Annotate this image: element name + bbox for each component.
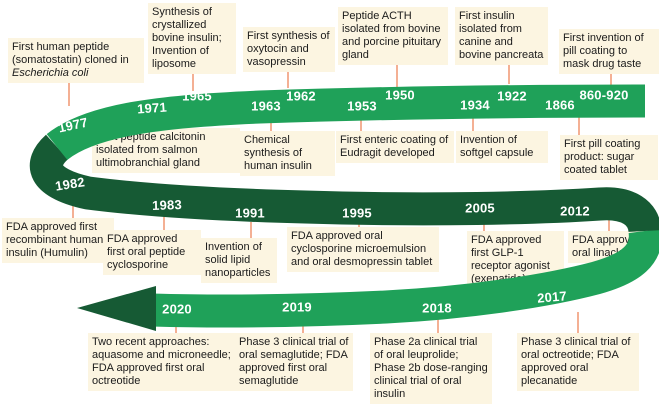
year-1971: 1971 xyxy=(136,99,168,117)
year-1977: 1977 xyxy=(56,114,90,136)
event-box-1991 xyxy=(201,238,277,283)
timeline-arrowhead xyxy=(77,286,156,331)
event-box-1965 xyxy=(148,3,236,74)
event-text: FDA approved first GLP-1 receptor agonist (exenatide) xyxy=(471,234,550,285)
event-box-860-920 xyxy=(559,29,659,74)
event-box-1971 xyxy=(92,128,240,173)
event-text: Two recent approaches: aquasome and microneedle; FDA approved first oral octreotide xyxy=(92,336,231,387)
event-box-2005 xyxy=(467,231,564,289)
event-text: Invention of solid lipid nanoparticles xyxy=(205,241,271,279)
event-text: First synthesis of oxytocin and vasopressin xyxy=(247,30,330,68)
event-box-2012 xyxy=(568,231,648,263)
year-1991: 1991 xyxy=(235,205,265,221)
year-1866: 1866 xyxy=(545,97,575,113)
event-text: FDA approved first oral peptide cyclosporine xyxy=(107,233,186,271)
year-2019: 2019 xyxy=(282,299,312,315)
event-text: First peptide calcitonin isolated from salmon ultimobranchial gland xyxy=(96,131,206,169)
event-text: FDA approved first recombinant human insulin (Humulin) xyxy=(6,221,104,259)
year-1953: 1953 xyxy=(347,98,377,114)
year-1983: 1983 xyxy=(151,196,183,214)
event-text: Invention of softgel capsule xyxy=(460,134,534,159)
event-text: Peptide ACTH isolated from bovine and porcine pituitary gland xyxy=(342,10,442,61)
event-text: FDA approved oral cyclosporine microemulsion and oral desmopressin tablet xyxy=(291,230,433,268)
event-text: FDA approved oral linaclotide xyxy=(572,234,643,259)
event-text: Phase 3 clinical trial of oral semaglutide; FDA approved first oral semaglutide xyxy=(239,336,349,387)
event-text: Phase 2a clinical trial of oral leuprolide; Phase 2b dose-ranging clinical trial of oral insulin xyxy=(374,336,488,400)
event-text: First insulin isolated from canine and bovine pancreata xyxy=(459,10,544,61)
year-1950: 1950 xyxy=(385,87,415,103)
event-box-1995 xyxy=(287,227,439,272)
event-box-1953 xyxy=(336,131,454,163)
event-box-1983 xyxy=(103,230,201,275)
year-2005: 2005 xyxy=(465,200,495,216)
year-1965: 1965 xyxy=(182,88,212,104)
event-text: First human peptide (somatostatin) cloned in xyxy=(12,41,129,66)
event-box-1977 xyxy=(8,38,144,83)
year-1934: 1934 xyxy=(460,97,490,113)
event-box-1866 xyxy=(560,135,658,180)
event-box-1962 xyxy=(243,27,335,72)
year-860-920: 860-920 xyxy=(579,87,629,103)
event-box-1982 xyxy=(2,218,114,263)
event-text: Phase 3 clinical trial of oral octreotide; FDA approved oral plecanatide xyxy=(521,336,631,387)
year-2012: 2012 xyxy=(560,203,590,219)
event-text: First pill coating product: sugar coated tablet xyxy=(564,138,641,176)
year-1962: 1962 xyxy=(286,88,316,104)
event-box-1922 xyxy=(455,7,548,65)
event-box-1934 xyxy=(456,131,548,163)
event-box-2017 xyxy=(517,333,639,391)
event-box-2019 xyxy=(235,333,353,391)
event-text-italic: Escherichia coli xyxy=(12,67,89,79)
event-box-2020 xyxy=(88,333,238,391)
year-2020: 2020 xyxy=(162,301,192,317)
year-2018: 2018 xyxy=(422,300,452,316)
event-text: Chemical synthesis of human insulin xyxy=(244,134,312,172)
year-1963: 1963 xyxy=(251,98,281,114)
year-1995: 1995 xyxy=(342,205,372,221)
event-text: Synthesis of crystallized bovine insulin; Invention of liposome xyxy=(152,6,222,70)
year-2017: 2017 xyxy=(536,288,568,306)
year-1922: 1922 xyxy=(497,88,527,104)
event-text: First invention of pill coating to mask drug taste xyxy=(563,32,644,70)
event-text: First enteric coating of Eudragit developed xyxy=(340,134,449,159)
year-1982: 1982 xyxy=(54,174,86,194)
event-box-1950 xyxy=(338,7,448,65)
event-box-2018 xyxy=(370,333,492,404)
event-box-1963 xyxy=(240,131,335,176)
